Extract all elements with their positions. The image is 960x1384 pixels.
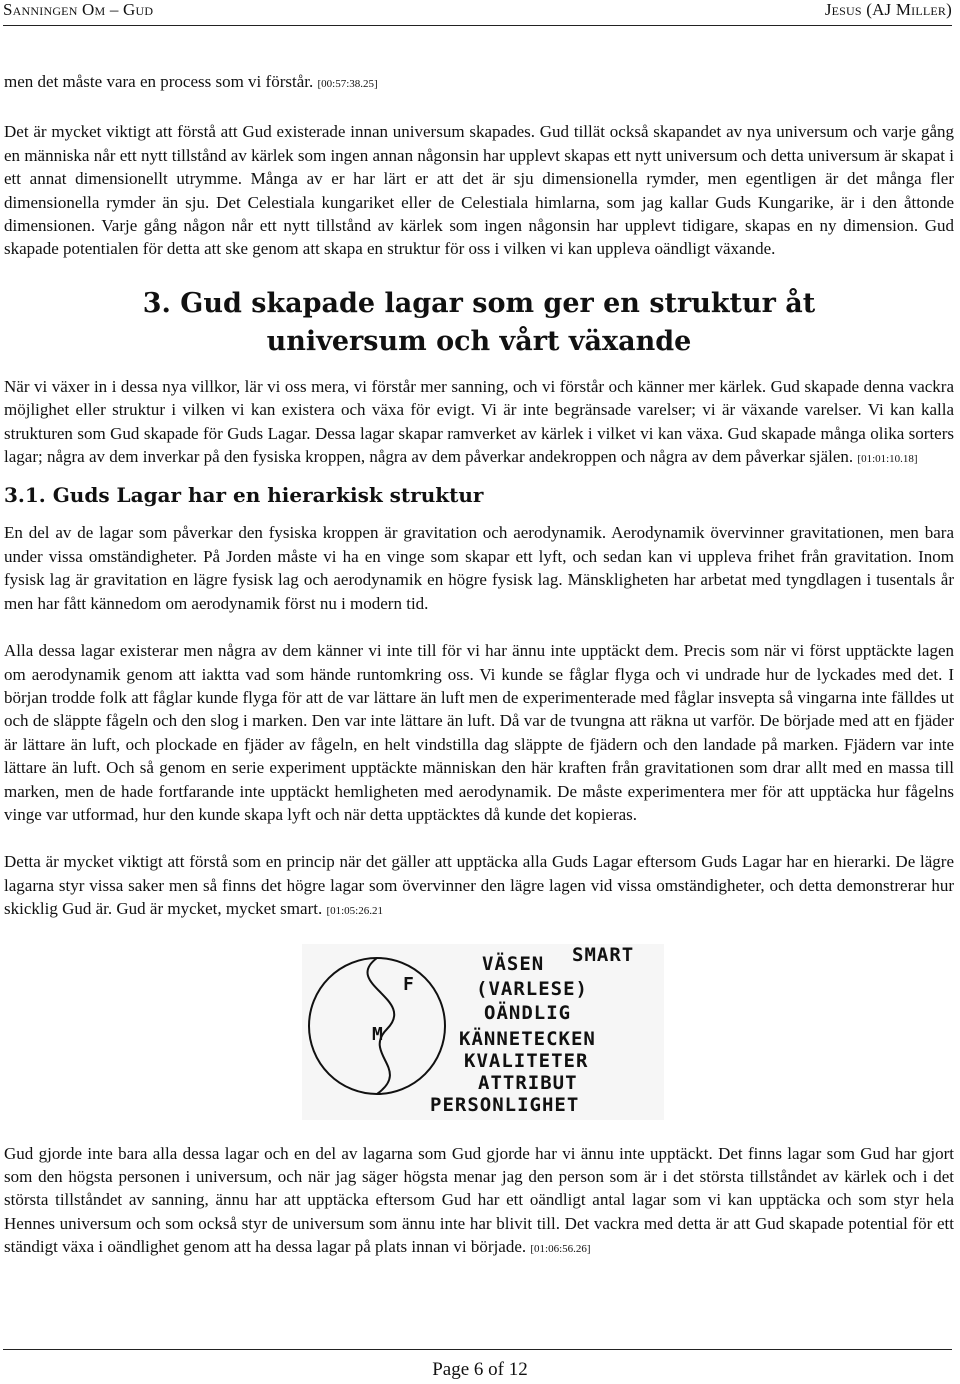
figure-letter-m: M	[372, 1023, 384, 1045]
paragraph-text: När vi växer in i dessa nya villkor, lär vi oss mera, vi förstår mer sanning, och vi förstår och känner mer kärlek. Gud skapade denna vackra möjlighet eller struktur i vilken vi kan existera och växa för evigt. Vi är inte begränsade varelser; vi är växande varelser. Vi kan kalla strukturen som Gud skapade för Guds Lagar. Dessa lagar skapar ramverket av kärlek i vilket vi kan växa. Gud skapade många olika sorters lagar; några av dem inverkar på den fysiska kroppen, några av dem påverkar andekroppen och några av dem påverkar själen.	[4, 376, 954, 467]
figure-word-vasen: VÄSEN	[482, 952, 545, 975]
header-title: Sanningen Om – Gud	[3, 0, 154, 19]
section-heading-3: 3. Gud skapade lagar som ger en struktur åt universum och vårt växande	[142, 287, 816, 357]
figure-word-smart: SMART	[572, 943, 635, 966]
footer-rule	[3, 1349, 952, 1350]
figure-word-attribut: ATTRIBUT	[478, 1071, 578, 1094]
figure-word-personlighet: PERSONLIGHET	[430, 1093, 580, 1116]
header-rule	[3, 25, 952, 26]
paragraph-text: men det måste vara en process som vi förstår.	[4, 72, 314, 91]
header-author: Jesus (AJ Miller)	[824, 0, 952, 19]
hand-drawn-figure	[302, 944, 664, 1120]
page-header	[3, 0, 952, 26]
figure-word-varlese: (VARLESE)	[476, 977, 588, 1000]
page-number: Page 6 of 12	[432, 1359, 528, 1380]
timestamp: [01:01:10.18]	[857, 453, 918, 466]
timestamp: [00:57:38.25]	[317, 78, 378, 90]
paragraph-3	[4, 375, 954, 472]
paragraph-text: Gud gjorde inte bara alla dessa lagar och en del av lagarna som Gud gjorde har vi ännu inte upptäckt. Det finns lagar som Gud har gjort som den högsta personen i universum, och när jag säger högsta menar jag den person som är i det största tillståndet av kärlek och i det största tillståndet av sanning, ännu har att upptäcka eftersom Gud har ett oändligt antal lagar som vi kan upptäcka och som styr hela Hennes universum och som också styr de universum som ännu inte har blivit till. Det vackra med detta är att Gud skapade potential för ett ständigt växa i oändlighet genom att ha dessa lagar på plats innan vi började.	[4, 1143, 954, 1257]
paragraph-2: Det är mycket viktigt att förstå att Gud existerade innan universum skapades. Gud tillät också skapandet av nya universum och varje gång en människa når ett nytt tillstånd av kärlek som ingen annan någonsin har upplevt skapas ett nytt universum och detta universum är skapat i ett annat dimensionellt utrymme. Många av er har lärt er att det är sju dimensionella rymder, men egentligen är det många fler dimensionella rymder än sju. Det Celestiala kungariket eller de Celestiala himlarna, som jag kallar Guds Kungarike, är i den åttonde dimensionen. Varje gång någon når ett nytt tillstånd av kärlek som ingen någonsin har upplevt tidigare, skapas en ny dimension. Gud skapade potentialen för detta att ske genom att skapa en struktur för oss i vilken vi kan uppleva oändligt växande.	[4, 122, 954, 259]
paragraph-6	[4, 850, 954, 923]
timestamp: [01:06:56.26]	[530, 1243, 591, 1256]
paragraph-7	[4, 1142, 954, 1262]
figure-letter-f: F	[403, 973, 415, 995]
paragraph-4: En del av de lagar som påverkar den fysiska kroppen är gravitation och aerodynamik. Aerodynamik övervinner gravitationen, men bara under vissa omständigheter. På Jorden måste vi ha en vinge som skapar ett lyft, och sedan kan vi uppleva frihet från gravitation. Inom fysisk lag är gravitation en lägre fysisk lag och aerodynamik en högre fysisk lag. Mänskligheten har arbetat med tyngdlagen i tusentals år men har fått kännedom om aerodynamik först nu i modern tid.	[4, 523, 954, 613]
figure-word-oandlig: OÄNDLIG	[484, 1001, 572, 1024]
paragraph-5: Alla dessa lagar existerar men några av dem känner vi inte till för vi har ännu inte upptäckt dem. Precis som när vi först upptäckte lagen om aerodynamik genom att iaktta vad som hände runtomkring oss. Vi kunde se fåglar flyga och vi undrade hur de lyckades med det. I början trodde folk att fåglar kunde flyga för att de var lättare än luft men de experimenterade med fåglar insvepta så vingarna inte fälldes ut och de släppte fågeln och den slog i marken. Den var inte lättare än luft. Då var de tvungna att räkna ut varför. De började med att en fjäder är lättare än luft, och plockade en fjäder av fågeln, en helt vindstilla dag släppte de fjädern och den landade på marken. Fjädern var inte lättare än luft. Och så genom en serie experiment upptäckte människan den här kraften från gravitationen som drar allt med en massa till marken, men de hade fortfarande inte upptäckt hemligheten med aerodynamik. De måste experimentera mer för att upptäcka hur fågelns vinge var utformad, hur den kunde skapa lyft och när detta upptäcktes då kunde det kopieras.	[4, 641, 954, 824]
paragraph-1	[4, 70, 954, 96]
section-heading-3-1: 3.1. Guds Lagar har en hierarkisk struktur	[4, 483, 484, 508]
figure-word-kvaliteter: KVALITETER	[464, 1049, 589, 1072]
timestamp: [01:05:26.21	[326, 905, 383, 918]
figure-word-kannetecken: KÄNNETECKEN	[459, 1027, 596, 1050]
page-body	[4, 70, 954, 1262]
paragraph-text: Detta är mycket viktigt att förstå som en princip när det gäller att upptäcka alla Guds Lagar eftersom Guds Lagar har en hierarki. De lägre lagarna styr vissa saker men så finns det högre lagar som övervinner den lägre lagen vid vissa omständigheter, och detta demonstrerar hur skicklig Gud är. Gud är mycket, mycket smart.	[4, 852, 954, 919]
